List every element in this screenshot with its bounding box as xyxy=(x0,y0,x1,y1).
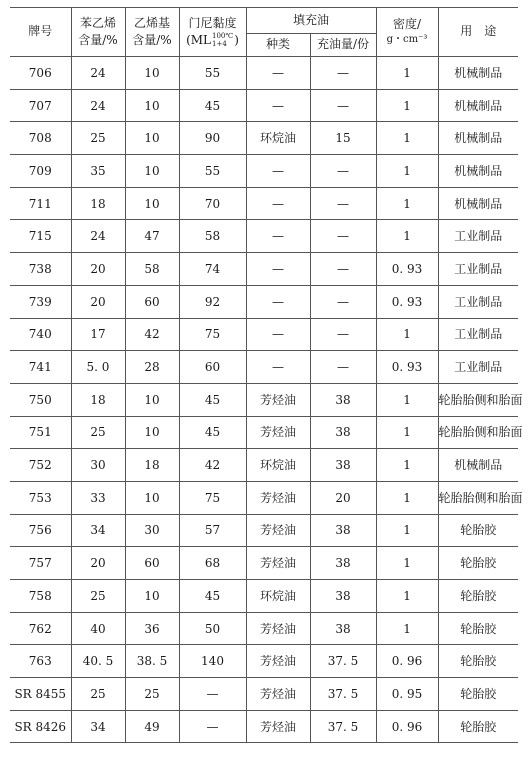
table-row xyxy=(10,318,518,351)
cell-grade: 758 xyxy=(10,580,71,613)
cell-use: 机械制品 xyxy=(438,57,518,90)
cell-grade: SR 8455 xyxy=(10,678,71,711)
cell-oil-amount: 38 xyxy=(310,514,376,547)
cell-grade: 711 xyxy=(10,187,71,220)
cell-styrene-content: 40 xyxy=(71,612,125,645)
cell-vinyl-content: 49 xyxy=(125,710,179,743)
cell-oil-amount: — xyxy=(310,285,376,318)
cell-density: 1 xyxy=(376,514,438,547)
cell-density: 1 xyxy=(376,449,438,482)
cell-grade: 757 xyxy=(10,547,71,580)
cell-density: 1 xyxy=(376,89,438,122)
cell-styrene-content: 34 xyxy=(71,710,125,743)
cell-mooney-viscosity: 57 xyxy=(179,514,246,547)
cell-vinyl-content: 10 xyxy=(125,155,179,188)
table-row xyxy=(10,678,518,711)
cell-oil-type: 芳烃油 xyxy=(246,612,310,645)
cell-vinyl-content: 10 xyxy=(125,416,179,449)
table-row xyxy=(10,645,518,678)
cell-oil-amount: 38 xyxy=(310,547,376,580)
cell-mooney-viscosity: 45 xyxy=(179,416,246,449)
cell-styrene-content: 24 xyxy=(71,220,125,253)
cell-styrene-content: 34 xyxy=(71,514,125,547)
cell-oil-type: — xyxy=(246,187,310,220)
cell-mooney-viscosity: 74 xyxy=(179,253,246,286)
cell-density: 0. 95 xyxy=(376,678,438,711)
cell-styrene-content: 33 xyxy=(71,481,125,514)
header-mooney-prefix: (ML xyxy=(186,33,212,47)
cell-vinyl-content: 10 xyxy=(125,481,179,514)
cell-use: 工业制品 xyxy=(438,318,518,351)
cell-oil-amount: 37. 5 xyxy=(310,710,376,743)
cell-vinyl-content: 10 xyxy=(125,187,179,220)
cell-density: 0. 96 xyxy=(376,645,438,678)
header-mooney-line1: 门尼黏度 xyxy=(188,15,237,30)
table-row xyxy=(10,383,518,416)
table-body xyxy=(10,57,523,743)
cell-mooney-viscosity: 75 xyxy=(179,318,246,351)
cell-styrene-content: 30 xyxy=(71,449,125,482)
cell-oil-type: — xyxy=(246,253,310,286)
cell-use: 机械制品 xyxy=(438,122,518,155)
cell-use: 机械制品 xyxy=(438,155,518,188)
cell-use: 轮胎胶 xyxy=(438,645,518,678)
cell-styrene-content: 24 xyxy=(71,57,125,90)
cell-vinyl-content: 42 xyxy=(125,318,179,351)
cell-oil-amount: 38 xyxy=(310,580,376,613)
cell-mooney-viscosity: — xyxy=(179,710,246,743)
cell-oil-type: 芳烃油 xyxy=(246,547,310,580)
cell-density: 1 xyxy=(376,612,438,645)
header-mooney-scripts xyxy=(212,33,233,48)
table-row xyxy=(10,220,518,253)
cell-grade: 762 xyxy=(10,612,71,645)
cell-grade: 751 xyxy=(10,416,71,449)
cell-oil-amount: — xyxy=(310,187,376,220)
header-density xyxy=(376,8,438,57)
cell-oil-amount: — xyxy=(310,57,376,90)
cell-vinyl-content: 30 xyxy=(125,514,179,547)
table-row xyxy=(10,547,518,580)
cell-density: 0. 96 xyxy=(376,710,438,743)
cell-mooney-viscosity: 140 xyxy=(179,645,246,678)
cell-grade: 739 xyxy=(10,285,71,318)
header-mooney-sup: 100℃ xyxy=(212,32,234,41)
cell-oil-type: — xyxy=(246,220,310,253)
cell-density: 0. 93 xyxy=(376,285,438,318)
cell-use: 工业制品 xyxy=(438,351,518,384)
cell-grade: 738 xyxy=(10,253,71,286)
header-use: 用 途 xyxy=(438,8,518,57)
cell-oil-amount: 38 xyxy=(310,416,376,449)
cell-use: 轮胎胶 xyxy=(438,547,518,580)
cell-oil-amount: 38 xyxy=(310,449,376,482)
cell-oil-amount: 38 xyxy=(310,612,376,645)
header-mooney-line2 xyxy=(180,32,246,49)
cell-oil-amount: — xyxy=(310,220,376,253)
cell-mooney-viscosity: 70 xyxy=(179,187,246,220)
cell-grade: 756 xyxy=(10,514,71,547)
header-grade: 牌号 xyxy=(10,8,71,57)
cell-oil-amount: 15 xyxy=(310,122,376,155)
cell-grade: 753 xyxy=(10,481,71,514)
cell-vinyl-content: 47 xyxy=(125,220,179,253)
cell-grade: 752 xyxy=(10,449,71,482)
cell-grade: 763 xyxy=(10,645,71,678)
cell-use: 轮胎胶 xyxy=(438,514,518,547)
cell-grade: 707 xyxy=(10,89,71,122)
table-row xyxy=(10,449,518,482)
cell-styrene-content: 20 xyxy=(71,253,125,286)
cell-density: 1 xyxy=(376,318,438,351)
cell-oil-amount: 37. 5 xyxy=(310,678,376,711)
cell-use: 机械制品 xyxy=(438,187,518,220)
cell-oil-type: 环烷油 xyxy=(246,580,310,613)
cell-mooney-viscosity: 45 xyxy=(179,383,246,416)
cell-mooney-viscosity: 45 xyxy=(179,89,246,122)
cell-density: 1 xyxy=(376,481,438,514)
cell-styrene-content: 24 xyxy=(71,89,125,122)
cell-mooney-viscosity: — xyxy=(179,678,246,711)
table-row xyxy=(10,89,518,122)
header-vinyl-line1: 乙烯基 xyxy=(133,15,170,30)
cell-oil-type: 芳烃油 xyxy=(246,514,310,547)
table-row xyxy=(10,416,518,449)
header-density-line1: 密度/ xyxy=(392,17,422,32)
cell-use: 工业制品 xyxy=(438,220,518,253)
properties-table xyxy=(10,7,523,743)
table-row xyxy=(10,285,518,318)
cell-oil-amount: 37. 5 xyxy=(310,645,376,678)
cell-mooney-viscosity: 55 xyxy=(179,57,246,90)
header-mooney-suffix: ) xyxy=(234,33,239,47)
cell-density: 1 xyxy=(376,580,438,613)
cell-oil-type: 芳烃油 xyxy=(246,416,310,449)
cell-grade: 708 xyxy=(10,122,71,155)
cell-mooney-viscosity: 58 xyxy=(179,220,246,253)
cell-vinyl-content: 10 xyxy=(125,57,179,90)
cell-density: 0. 93 xyxy=(376,253,438,286)
cell-use: 工业制品 xyxy=(438,253,518,286)
cell-grade: 741 xyxy=(10,351,71,384)
cell-styrene-content: 25 xyxy=(71,416,125,449)
cell-mooney-viscosity: 50 xyxy=(179,612,246,645)
cell-use: 轮胎胎侧和胎面 xyxy=(438,383,518,416)
cell-vinyl-content: 10 xyxy=(125,89,179,122)
cell-styrene-content: 25 xyxy=(71,678,125,711)
cell-oil-amount: — xyxy=(310,253,376,286)
cell-styrene-content: 40. 5 xyxy=(71,645,125,678)
header-vinyl-line2: 含量/% xyxy=(132,33,172,47)
table-row xyxy=(10,612,518,645)
cell-mooney-viscosity: 42 xyxy=(179,449,246,482)
cell-density: 0. 93 xyxy=(376,351,438,384)
cell-mooney-viscosity: 45 xyxy=(179,580,246,613)
cell-styrene-content: 5. 0 xyxy=(71,351,125,384)
cell-mooney-viscosity: 90 xyxy=(179,122,246,155)
cell-use: 机械制品 xyxy=(438,449,518,482)
cell-oil-amount: 38 xyxy=(310,383,376,416)
cell-use: 轮胎胶 xyxy=(438,580,518,613)
cell-oil-type: — xyxy=(246,351,310,384)
cell-styrene-content: 18 xyxy=(71,383,125,416)
cell-styrene-content: 25 xyxy=(71,122,125,155)
cell-mooney-viscosity: 75 xyxy=(179,481,246,514)
cell-oil-amount: — xyxy=(310,89,376,122)
cell-styrene-content: 20 xyxy=(71,285,125,318)
data-table-container xyxy=(10,7,523,743)
table-header xyxy=(10,8,518,57)
cell-oil-type: — xyxy=(246,57,310,90)
cell-vinyl-content: 25 xyxy=(125,678,179,711)
cell-use: 轮胎胎侧和胎面 xyxy=(438,481,518,514)
cell-grade: 709 xyxy=(10,155,71,188)
header-filler-oil: 填充油 xyxy=(246,8,376,34)
cell-use: 轮胎胶 xyxy=(438,710,518,743)
cell-vinyl-content: 10 xyxy=(125,383,179,416)
cell-vinyl-content: 60 xyxy=(125,285,179,318)
cell-oil-type: 芳烃油 xyxy=(246,481,310,514)
table-row xyxy=(10,187,518,220)
cell-vinyl-content: 60 xyxy=(125,547,179,580)
cell-oil-type: 芳烃油 xyxy=(246,383,310,416)
cell-use: 轮胎胶 xyxy=(438,612,518,645)
cell-oil-amount: 20 xyxy=(310,481,376,514)
cell-mooney-viscosity: 68 xyxy=(179,547,246,580)
table-row xyxy=(10,351,518,384)
cell-oil-amount: — xyxy=(310,155,376,188)
table-row xyxy=(10,580,518,613)
cell-oil-amount: — xyxy=(310,351,376,384)
cell-use: 轮胎胶 xyxy=(438,678,518,711)
cell-vinyl-content: 28 xyxy=(125,351,179,384)
table-row xyxy=(10,57,518,90)
header-density-line2: g・cm⁻³ xyxy=(386,34,428,46)
header-styrene-content xyxy=(71,8,125,57)
cell-mooney-viscosity: 92 xyxy=(179,285,246,318)
cell-density: 1 xyxy=(376,122,438,155)
cell-oil-type: 环烷油 xyxy=(246,449,310,482)
table-row xyxy=(10,253,518,286)
cell-vinyl-content: 58 xyxy=(125,253,179,286)
header-styrene-line1: 苯乙烯 xyxy=(79,15,116,30)
table-row xyxy=(10,710,518,743)
cell-grade: 750 xyxy=(10,383,71,416)
cell-density: 1 xyxy=(376,220,438,253)
cell-oil-type: — xyxy=(246,89,310,122)
cell-oil-type: — xyxy=(246,318,310,351)
header-mooney-viscosity xyxy=(179,8,246,57)
cell-grade: SR 8426 xyxy=(10,710,71,743)
header-styrene-line2: 含量/% xyxy=(78,33,118,47)
cell-styrene-content: 25 xyxy=(71,580,125,613)
cell-oil-type: 芳烃油 xyxy=(246,678,310,711)
cell-vinyl-content: 18 xyxy=(125,449,179,482)
cell-styrene-content: 18 xyxy=(71,187,125,220)
cell-density: 1 xyxy=(376,383,438,416)
cell-density: 1 xyxy=(376,57,438,90)
cell-oil-type: 环烷油 xyxy=(246,122,310,155)
cell-oil-type: 芳烃油 xyxy=(246,710,310,743)
header-vinyl-content xyxy=(125,8,179,57)
cell-oil-amount: — xyxy=(310,318,376,351)
cell-mooney-viscosity: 55 xyxy=(179,155,246,188)
cell-vinyl-content: 10 xyxy=(125,580,179,613)
table-row xyxy=(10,481,518,514)
cell-grade: 715 xyxy=(10,220,71,253)
cell-vinyl-content: 36 xyxy=(125,612,179,645)
cell-mooney-viscosity: 60 xyxy=(179,351,246,384)
table-row xyxy=(10,514,518,547)
cell-styrene-content: 17 xyxy=(71,318,125,351)
table-row xyxy=(10,155,518,188)
cell-density: 1 xyxy=(376,187,438,220)
cell-use: 机械制品 xyxy=(438,89,518,122)
cell-use: 轮胎胎侧和胎面 xyxy=(438,416,518,449)
cell-density: 1 xyxy=(376,416,438,449)
cell-density: 1 xyxy=(376,155,438,188)
table-row xyxy=(10,122,518,155)
cell-density: 1 xyxy=(376,547,438,580)
cell-oil-type: — xyxy=(246,155,310,188)
cell-use: 工业制品 xyxy=(438,285,518,318)
header-mooney-sub: 1+4 xyxy=(212,39,227,48)
cell-styrene-content: 35 xyxy=(71,155,125,188)
cell-styrene-content: 20 xyxy=(71,547,125,580)
cell-vinyl-content: 38. 5 xyxy=(125,645,179,678)
cell-grade: 740 xyxy=(10,318,71,351)
cell-vinyl-content: 10 xyxy=(125,122,179,155)
header-oil-amount: 充油量/份 xyxy=(310,34,376,57)
cell-grade: 706 xyxy=(10,57,71,90)
header-oil-type: 种类 xyxy=(246,34,310,57)
cell-oil-type: 芳烃油 xyxy=(246,645,310,678)
cell-oil-type: — xyxy=(246,285,310,318)
